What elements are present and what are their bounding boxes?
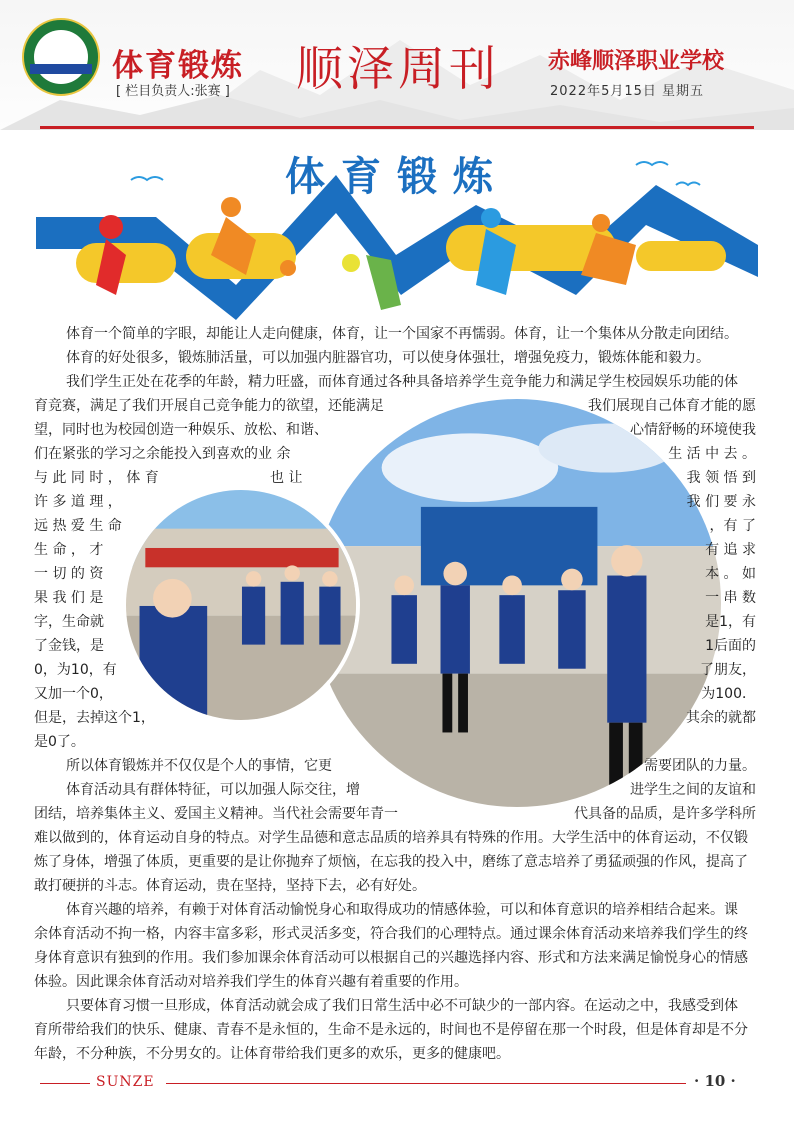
paragraph-line: 为100． <box>701 686 756 702</box>
paragraph-line: 0，为10，有 <box>34 662 117 678</box>
logo-emblem <box>34 30 88 84</box>
paragraph-line: 育所带给我们的快乐、健康、青春不是永恒的，生命不是永远的，时间也不是停留在那一个时段，但是体育却是不分 <box>34 1022 748 1038</box>
paragraph-line: 与 此 同 时 ， 体 育 <box>34 470 159 486</box>
paragraph-line: ，有 了 <box>709 518 756 534</box>
paragraph-line: 育竞赛，满足了我们开展自己竞争能力的欲望，还能满足 <box>34 398 384 414</box>
paragraph-line: 生 命 ， 才 <box>34 542 104 558</box>
paragraph-line: 代具备的品质，是许多学科所 <box>574 806 756 822</box>
paragraph-line: 果 我 们 是 <box>34 590 104 606</box>
volleyball-player-icon <box>99 215 123 239</box>
paragraph-line: 一 串 数 <box>705 590 756 606</box>
paragraph-line: 是0了。 <box>34 734 85 750</box>
footer-rule-left <box>40 1083 90 1084</box>
paragraph-line: 敢打硬拼的斗志。体育运动，贵在坚持，坚持下去，必有好处。 <box>34 878 426 894</box>
paragraph-line: 我 们 要 永 <box>686 494 756 510</box>
column-editor: [ 栏目负责人:张赛 ] <box>116 84 230 99</box>
paragraph-line: 只要体育习惯一旦形成，体育活动就会成了我们日常生活中必不可缺少的一部内容。在运动之中，我感受到体 <box>66 998 738 1014</box>
paragraph-line: 是1，有 <box>705 614 756 630</box>
logo-school-band <box>30 64 92 74</box>
paragraph-line: 远 热 爱 生 命 <box>34 518 122 534</box>
paragraph-line: 又加一个0， <box>34 686 113 702</box>
paragraph-line: 一 切 的 资 <box>34 566 104 582</box>
paragraph-line: 们在紧张的学习之余能投入到喜欢的业 余 <box>34 446 291 462</box>
paragraph-line: 体育的好处很多，锻炼肺活量，可以加强内脏器官功，可以使身体强壮，增强免疫力，锻炼体能和毅力。 <box>66 350 710 366</box>
paragraph-line: 许 多 道 理 ， <box>34 494 122 510</box>
page-number: · 10 · <box>694 1072 736 1090</box>
paragraph-line: 了金钱，是 <box>34 638 104 654</box>
footer-brand: SUNZE <box>96 1074 155 1090</box>
paragraph-line: 需要团队的力量。 <box>644 758 756 774</box>
paragraph-line: 余体育活动不拘一格，内容丰富多彩，形式灵活多变，符合我们的心理特点。通过课余体育活动来培养我们学生的终 <box>34 926 748 942</box>
paragraph-line: 身体育意识有独到的作用。我们参加课余体育活动可以根据自己的兴趣选择内容、形式和方法来满足愉悦身心的情感 <box>34 950 748 966</box>
paragraph-line: 了朋友， <box>700 662 756 678</box>
paragraph-line: 生 活 中 去 。 <box>668 446 756 462</box>
paragraph-line: 其余的就都 <box>686 710 756 726</box>
paragraph-line: 体育活动具有群体特征，可以加强人际交往，增 <box>66 782 360 798</box>
paragraph-line: 字，生命就 <box>34 614 104 630</box>
paragraph-line: 望，同时也为校园创造一种娱乐、放松、和谐、 <box>34 422 328 438</box>
students-exercising-photo-large <box>309 395 725 811</box>
school-name: 赤峰顺泽职业学校 <box>548 49 725 74</box>
paragraph-line: 也 让 <box>270 470 303 486</box>
paragraph-line: 本 。 如 <box>705 566 756 582</box>
section-title: 体育锻炼 <box>112 48 244 84</box>
paragraph-line: 团结，培养集体主义、爱国主义精神。当代社会需要年青一 <box>34 806 398 822</box>
paragraph-line: 心情舒畅的环境使我 <box>630 422 756 438</box>
footer-rule <box>166 1083 686 1084</box>
paragraph-line: 体育一个简单的字眼，却能让人走向健康，体育，让一个国家不再懦弱。体育，让一个集体从分散走向团结。 <box>66 326 738 342</box>
paragraph-line: 有 追 求 <box>705 542 756 558</box>
paragraph-line: 所以体育锻炼并不仅仅是个人的事情，它更 <box>66 758 332 774</box>
school-logo <box>22 18 100 96</box>
paragraph-line: 炼了身体，增强了体质，更重要的是让你抛弃了烦恼，在忘我的投入中，磨练了意志培养了勇猛顽强的作风，提高了 <box>34 854 748 870</box>
header-divider <box>40 126 754 129</box>
paragraph-line: 我们展现自己体育才能的愿 <box>588 398 756 414</box>
ball-icon <box>280 260 296 276</box>
issue-date: 2022年5月15日 星期五 <box>550 84 705 99</box>
paragraph-line: 年龄，不分种族，不分男女的。让体育带给我们更多的欢乐，更多的健康吧。 <box>34 1046 510 1062</box>
paragraph-line: 体验。因此课余体育活动对培养我们学生的体育兴趣有着重要的作用。 <box>34 974 468 990</box>
paragraph-line: 我 领 悟 到 <box>686 470 756 486</box>
paragraph-line: 体育兴趣的培养，有赖于对体育活动愉悦身心和取得成功的情感体验，可以和体育意识的培养相结合起来。课 <box>66 902 738 918</box>
paragraph-line: 进学生之间的友谊和 <box>630 782 756 798</box>
magazine-title: 顺泽周刊 <box>296 42 500 97</box>
page-header <box>0 0 794 130</box>
students-exercising-photo-small <box>122 486 360 724</box>
banner-title: 体育锻炼 <box>285 153 509 200</box>
paragraph-line: 但是，去掉这个1， <box>34 710 155 726</box>
paragraph-line: 难以做到的，体育运动自身的特点。对学生品德和意志品质的培养具有特殊的作用。大学生活中的体育运动，不仅锻 <box>34 830 748 846</box>
paragraph-line: 我们学生正处在花季的年龄，精力旺盛，而体育通过各种具备培养学生竞争能力和满足学生校园娱乐功能的体 <box>66 374 738 390</box>
paragraph-line: 1后面的 <box>705 638 756 654</box>
